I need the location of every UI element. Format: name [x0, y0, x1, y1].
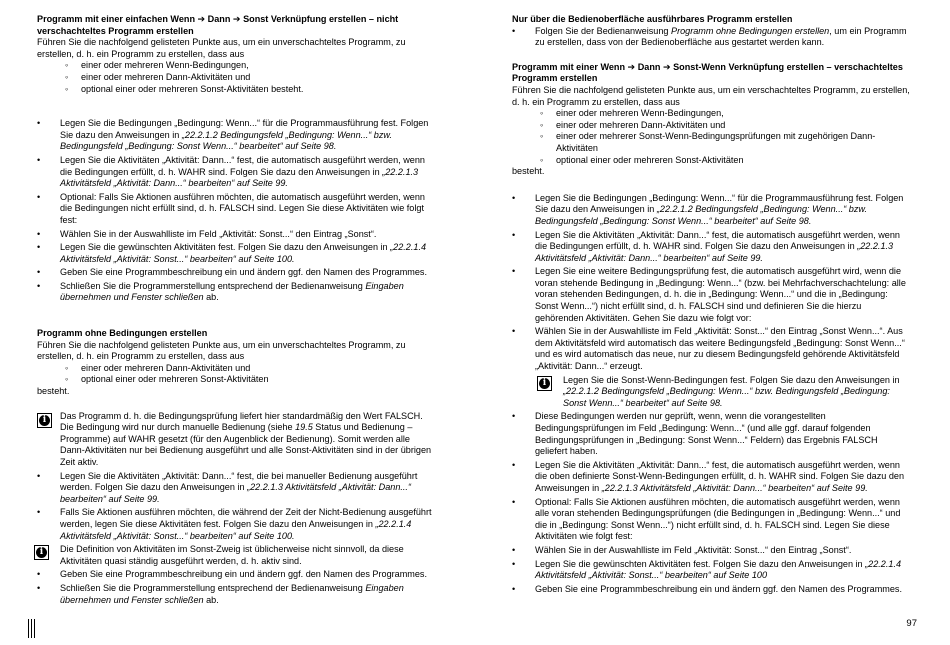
step-item: • Legen Sie die Aktivitäten „Aktivität: Dann...“ fest, die automatisch ausgeführt werden, wenn die oben definierte Sonst-Wenn-Bedingungen erfüllt, d. h. WAHR sind. Folgen Sie dazu den Anweisungen in „22.2.1.3 Aktivitätsfeld „Aktivität: Dann...“ bearbeiten“ auf Seite 99. — [512, 460, 912, 495]
section-heading-no-conditions: Programm ohne Bedingungen erstellen — [37, 328, 208, 339]
sub-list-item: ◦ einer oder mehreren Dann-Aktivitäten und — [65, 72, 437, 84]
instruction-reference: Eingaben übernehmen und Fenster schließen — [60, 280, 404, 303]
info-note: i Die Definition von Aktivitäten im Sonst-Zweig ist üblicherweise nicht sinnvoll, da diese Aktivitäten quasi ständig ausgeführt werden, d. h. aktiv sind. — [32, 544, 437, 567]
section-intro: Führen Sie die nachfolgend gelisteten Punkte aus, um ein verschachteltes Programm, zu erstellen, d. h. ein Programm zu erstellen, dass aus — [512, 84, 910, 107]
step-item: • Wählen Sie in der Auswahlliste im Feld „Aktivität: Sonst...“ den Eintrag „Sonst Wenn...“. Aus dem Aktivitätsfeld wird automatisch das weitere Bedingungsfeld „Bedingung: Sonst Wenn...“ und es wird automatisch das neue, nur zu diesem Bedingungsfeld gehörende Aktivitätsfeld „Aktivität: Dann...“ erzeugt. i Legen Sie die Sonst-Wenn-Bedingungen fest. Folgen Sie dazu den Anweisungen in „22.2.1.2 Bedingungsfeld „Bedingung: Wenn...“ bzw. Bedingungsfeld „Bedingung: Sonst Wenn...“ bearbeitet“ auf Seite 98. — [512, 326, 912, 409]
sub-list-item: ◦ einer oder mehreren Wenn-Bedingungen, — [540, 108, 912, 120]
gutter-mark — [28, 619, 38, 638]
sub-list-item: ◦ einer oder mehreren Dann-Aktivitäten und — [540, 120, 912, 132]
sub-list-item: ◦ optional einer oder mehreren Sonst-Aktivitäten besteht. — [65, 84, 437, 96]
cross-reference: „22.2.1.3 Aktivitätsfeld „Aktivität: Dann...“ bearbeiten“ auf Seite 99. — [535, 241, 894, 263]
step-list — [512, 193, 912, 596]
page-number: 97 — [906, 618, 917, 629]
section-intro: Führen Sie die nachfolgend gelisteten Punkte aus, um ein unverschachteltes Programm, zu erstellen, d. h. ein Programm zu erstellen, dass aus — [37, 339, 406, 362]
cross-reference: „22.2.1.4 Aktivitätsfeld „Aktivität: Sonst...“ bearbeiten“ auf Seite 100 — [535, 558, 902, 581]
step-item: • Legen Sie die Bedingungen „Bedingung: Wenn...“ für die Programmausführung fest. Folgen Sie dazu den Anweisungen in „22.2.1.2 Bedingungsfeld „Bedingung: Wenn...“ bzw. Bedingungsfeld „Bedingung: Sonst Wenn...“ bearbeitet“ auf Seite 98. — [37, 118, 437, 153]
info-icon: i — [37, 413, 52, 428]
step-item: • Falls Sie Aktionen ausführen möchten, die während der Zeit der Nicht-Bedienung ausgeführt werden, legen Sie diese Aktivitäten fest. Folgen Sie dazu den Anweisungen in „22.2.1.4 Aktivitätsfeld „Aktivität: Sonst...“ bearbeiten“ auf Seite 100. i Die Definition von Aktivitäten im Sonst-Zweig ist üblicherweise nicht sinnvoll, da diese Aktivitäten quasi ständig ausgeführt werden, d. h. aktiv sind. — [37, 507, 437, 567]
section-intro-end: besteht. — [37, 386, 70, 397]
section-intro: Führen Sie die nachfolgend gelisteten Punkte aus, um ein unverschachteltes Programm, zu erstellen, d. h. ein Programm zu erstellen, dass aus — [37, 37, 406, 59]
sub-list-item: ◦ optional einer oder mehreren Sonst-Aktivitäten — [540, 155, 912, 167]
info-note: i Legen Sie die Sonst-Wenn-Bedingungen fest. Folgen Sie dazu den Anweisungen in „22.2.1.2 Bedingungsfeld „Bedingung: Wenn...“ bzw. Bedingungsfeld „Bedingung: Sonst Wenn...“ bearbeitet“ auf Seite 98. — [535, 375, 912, 410]
sub-list-item: ◦ optional einer oder mehreren Sonst-Aktivitäten — [65, 374, 437, 386]
step-item: • Legen Sie die Aktivitäten „Aktivität: Dann...“ fest, die automatisch ausgeführt werden, wenn die Bedingungen erfüllt, d. h. WAHR sind. Folgen Sie dazu den Anweisungen in „22.2.1.3 Aktivitätsfeld „Aktivität: Dann...“ bearbeiten“ auf Seite 99. — [37, 155, 437, 190]
right-column — [512, 14, 912, 595]
section-intro-end: besteht. — [512, 166, 545, 177]
step-item: • Legen Sie die gewünschten Aktivitäten fest. Folgen Sie dazu den Anweisungen in „22.2.1.4 Aktivitätsfeld „Aktivität: Sonst...“ bearbeiten“ auf Seite 100 — [512, 559, 912, 582]
sub-list-item: ◦ einer oder mehreren Dann-Aktivitäten und — [65, 363, 437, 375]
step-item: • Folgen Sie der Bedienanweisung Programm ohne Bedingungen erstellen, um ein Programm zu erstellen, dass von der Bedienoberfläche aus gestartet werden kann. — [512, 26, 912, 49]
cross-reference: „22.2.1.2 Bedingungsfeld „Bedingung: Wenn...“ bzw. Bedingungsfeld „Bedingung: Sonst Wenn...“ bearbeitet“ auf Seite 98. — [563, 386, 890, 408]
step-item: • Legen Sie die Aktivitäten „Aktivität: Dann...“ fest, die bei manueller Bedienung ausgeführt werden. Folgen Sie dazu den Anweisungen in „22.2.1.3 Aktivitätsfeld „Aktivität: Dann...“ bearbeiten“ auf Seite 99. — [37, 471, 437, 506]
instruction-reference: Programm ohne Bedingungen erstellen — [671, 25, 830, 36]
cross-reference: „22.2.1.3 Aktivitätsfeld „Aktivität: Dann...“ bearbeiten“ auf Seite 99. — [601, 482, 868, 493]
step-item: • Optional: Falls Sie Aktionen ausführen möchten, die automatisch ausgeführt werden, wenn alle voran stehenden Bedingungsprüfungen (die Bedingungen in „Bedingung: Wenn...“ und die in „Bedingung: Sonst Wenn...“) nicht erfüllt sind, d. h. FALSCH sind. Legen Sie diese Aktivitäten wie folgt fest: — [512, 497, 912, 543]
step-item: • Geben Sie eine Programmbeschreibung ein und ändern ggf. den Namen des Programmes. — [512, 584, 912, 596]
step-item: • Legen Sie eine weitere Bedingungsprüfung fest, die automatisch ausgeführt wird, wenn die voran stehende Bedingung in „Bedingung: Wenn...“ (bzw. bei Mehrfachverschachtelung: alle voran stehenden Bedingungen, d. h. die in „Bedingung: Wenn...“ und die in „Bedingung: Sonst Wenn...“) nicht erfüllt sind, d. h. FALSCH sind und definieren Sie die hierzu gehörenden Aktivitäten. Gehen Sie dazu wie folgt vor: — [512, 266, 912, 324]
step-list — [37, 118, 437, 304]
sub-list — [37, 60, 437, 95]
step-item: • Schließen Sie die Programmerstellung entsprechend der Bedienanweisung Eingaben übernehmen und Fenster schließen ab. — [37, 583, 437, 606]
step-item: • Geben Sie eine Programmbeschreibung ein und ändern ggf. den Namen des Programmes. — [37, 569, 437, 581]
info-note: i Das Programm d. h. die Bedingungsprüfung liefert hier standardmäßig den Wert FALSCH. Die Bedingung wird nur durch manuelle Bedienung (siehe 19.5 Status und Bedienung – Programme) auf WAHR gesetzt (für den Augenblick der Bedienung). Somit werden alle Dann-Aktivitäten nur bei Bedienung ausgeführt und alle Sonst-Aktivitäten sind in der übrigen Zeit aktiv. — [37, 411, 437, 469]
step-item: • Optional: Falls Sie Aktionen ausführen möchten, die automatisch ausgeführt werden, wenn die Bedingungen nicht erfüllt sind, d. h. FALSCH sind. Legen Sie diese Aktivitäten wie folgt fest: — [37, 192, 437, 227]
step-list — [512, 26, 912, 49]
cross-reference: „22.2.1.4 Aktivitätsfeld „Aktivität: Sonst...“ bearbeiten“ auf Seite 100. — [60, 242, 427, 264]
sub-list — [512, 108, 912, 166]
step-item: • Diese Bedingungen werden nur geprüft, wenn, wenn die vorangestellten Bedingungsprüfungen im Feld „Bedingung: Wenn...“ (und alle ggf. darauf folgenden Bedingungsprüfungen in „Bedingung: Sonst Wenn...“ Feldern) das Ergebnis FALSCH geliefert haben. — [512, 411, 912, 457]
cross-reference: „22.2.1.2 Bedingungsfeld „Bedingung: Wenn...“ bzw. Bedingungsfeld „Bedingung: Sonst Wenn...“ bearbeitet“ auf Seite 98. — [535, 204, 867, 226]
cross-reference: „22.2.1.3 Aktivitätsfeld „Aktivität: Dann...“ bearbeiten“ auf Seite 99. — [60, 482, 411, 504]
cross-reference: „22.2.1.4 Aktivitätsfeld „Aktivität: Sonst...“ bearbeiten“ auf Seite 100. — [60, 518, 412, 541]
step-item: • Wählen Sie in der Auswahlliste im Feld „Aktivität: Sonst...“ den Eintrag „Sonst“. — [512, 545, 912, 557]
section-heading-ui-program: Nur über die Bedienoberfläche ausführbares Programm erstellen — [512, 14, 793, 24]
step-item: • Legen Sie die gewünschten Aktivitäten fest. Folgen Sie dazu den Anweisungen in „22.2.1.4 Aktivitätsfeld „Aktivität: Sonst...“ bearbeiten“ auf Seite 100. — [37, 242, 437, 265]
cross-reference: „22.2.1.2 Bedingungsfeld „Bedingung: Wenn...“ bzw. Bedingungsfeld „Bedingung: Sonst Wenn...“ bearbeitet“ auf Seite 98. — [60, 129, 392, 152]
step-item: • Legen Sie die Aktivitäten „Aktivität: Dann...“ fest, die automatisch ausgeführt werden, wenn die Bedingungen erfüllt, d. h. WAHR sind. Folgen Sie dazu den Anweisungen in „22.2.1.3 Aktivitätsfeld „Aktivität: Dann...“ bearbeiten“ auf Seite 99. — [512, 230, 912, 265]
info-icon: i — [34, 545, 49, 560]
info-icon: i — [537, 376, 552, 391]
sub-list-item: ◦ einer oder mehreren Wenn-Bedingungen, — [65, 60, 437, 72]
cross-reference: „22.2.1.3 Aktivitätsfeld „Aktivität: Dann...“ bearbeiten“ auf Seite 99. — [60, 166, 419, 189]
sub-list — [37, 363, 437, 386]
section-heading-simple-program: Programm mit einer einfachen Wenn ➔ Dann ➔ Sonst Verknüpfung erstellen – nicht verschachteltes Programm erstellen — [37, 14, 399, 36]
instruction-reference: Eingaben übernehmen und Fenster schließen — [60, 582, 404, 605]
step-list — [37, 471, 437, 607]
step-item: • Schließen Sie die Programmerstellung entsprechend der Bedienanweisung Eingaben übernehmen und Fenster schließen ab. — [37, 281, 437, 304]
step-item: • Legen Sie die Bedingungen „Bedingung: Wenn...“ für die Programmausführung fest. Folgen Sie dazu den Anweisungen in „22.2.1.2 Bedingungsfeld „Bedingung: Wenn...“ bzw. Bedingungsfeld „Bedingung: Sonst Wenn...“ bearbeitet“ auf Seite 98. — [512, 193, 912, 228]
left-column — [37, 14, 437, 606]
step-item: • Geben Sie eine Programmbeschreibung ein und ändern ggf. den Namen des Programmes. — [37, 267, 437, 279]
step-item: • Wählen Sie in der Auswahlliste im Feld „Aktivität: Sonst...“ den Eintrag „Sonst“. — [37, 229, 437, 241]
sub-list-item: ◦ einer oder mehrerer Sonst-Wenn-Bedingungsprüfungen mit zugehörigen Dann-Aktivitäten — [540, 131, 912, 154]
section-heading-nested-program: Programm mit einer Wenn ➔ Dann ➔ Sonst-Wenn Verknüpfung erstellen – verschachteltes Programm erstellen — [512, 61, 903, 84]
